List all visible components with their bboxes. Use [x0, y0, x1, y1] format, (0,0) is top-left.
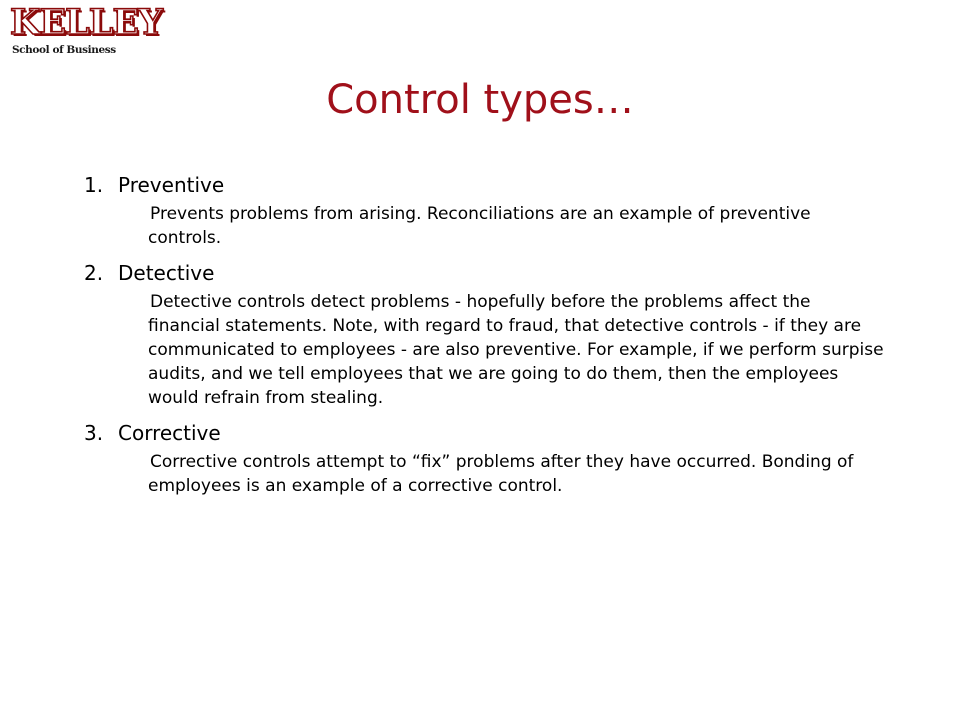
item-title: Preventive	[118, 173, 225, 197]
item-number: 1.	[84, 173, 104, 197]
item-number: 2.	[84, 261, 104, 285]
item-title: Detective	[118, 261, 215, 285]
item-description: Detective controls detect problems - hopefully before the problems affect the financial statements. Note, with regard to fraud, that detective controls - if they are communicated to employees - are also preventive. For example, if we perform surpise audits, and we tell employees that we are going to do them, then the employees would refrain from stealing.	[148, 292, 884, 408]
slide-title: Control types…	[326, 77, 634, 123]
logo-wordmark: KELLEY	[10, 2, 162, 43]
kelley-logo	[10, 2, 162, 58]
logo-tagline: School of Business	[12, 44, 116, 56]
item-title: Corrective	[118, 421, 221, 445]
item-heading	[84, 416, 884, 450]
item-description: Corrective controls attempt to “fix” problems after they have occurred. Bonding of employees is an example of a corrective control.	[148, 452, 854, 496]
item-heading	[84, 168, 884, 202]
item-number: 3.	[84, 421, 104, 445]
item-heading	[84, 256, 884, 290]
item-description: Prevents problems from arising. Reconciliations are an example of preventive controls.	[148, 204, 811, 248]
list-item-preventive	[84, 168, 884, 250]
list-item-corrective	[84, 416, 884, 498]
control-types-list	[84, 168, 884, 504]
list-item-detective	[84, 256, 884, 410]
